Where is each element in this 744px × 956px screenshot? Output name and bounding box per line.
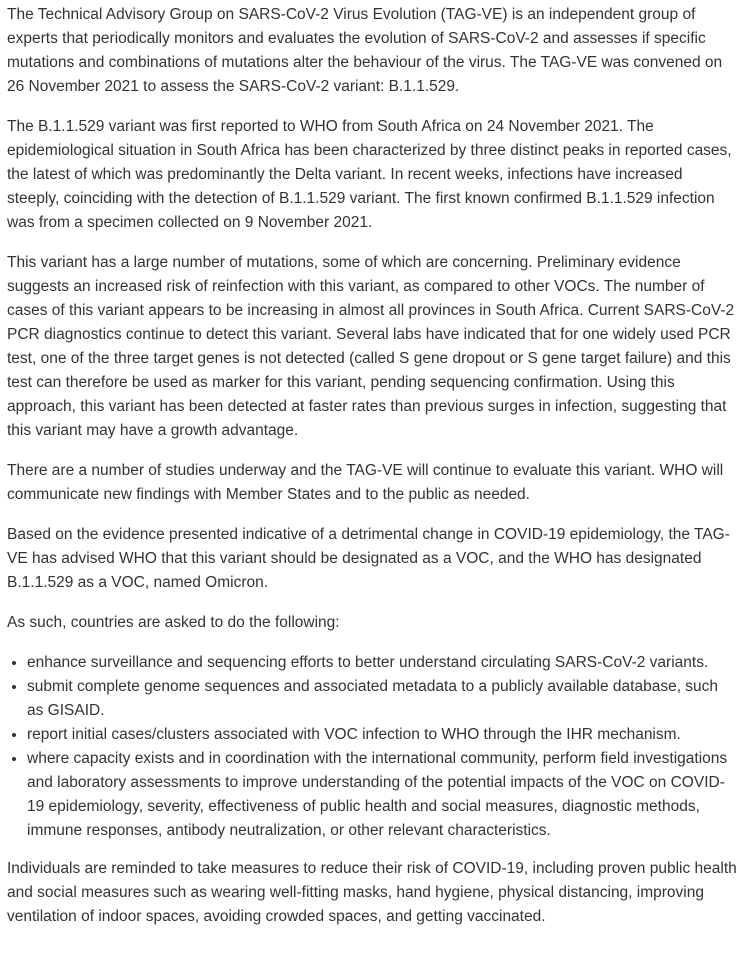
recommendations-list [7, 651, 737, 843]
list-item: • report initial cases/clusters associated with VOC infection to WHO through the IHR mechanism. [27, 723, 737, 747]
list-item: • enhance surveillance and sequencing efforts to better understand circulating SARS-CoV-2 variants. [27, 651, 737, 675]
list-item: • submit complete genome sequences and associated metadata to a publicly available database, such as GISAID. [27, 675, 737, 723]
paragraph-tag-ve-intro: The Technical Advisory Group on SARS-CoV-2 Virus Evolution (TAG-VE) is an independent group of experts that periodically monitors and evaluates the evolution of SARS-CoV-2 and assesses if specific mutations and combinations of mutations alter the behaviour of the virus. The TAG-VE was convened on 26 November 2021 to assess the SARS-CoV-2 variant: B.1.1.529. [7, 6, 723, 95]
paragraph-mutations: This variant has a large number of mutations, some of which are concerning. Preliminary evidence suggests an increased risk of reinfection with this variant, as compared to other VOCs. The number of cases of this variant appears to be increasing in almost all provinces in South Africa. Current SARS-CoV-2 PCR diagnostics continue to detect this variant. Several labs have indicated that for one widely used PCR test, one of the three target genes is not detected (called S gene dropout or S gene target failure) and this test can therefore be used as marker for this variant, pending sequencing confirmation. Using this approach, this variant has been detected at faster rates than previous surges in infection, suggesting that this variant may have a growth advantage. [7, 254, 735, 439]
paragraph-countries-asked: As such, countries are asked to do the following: [7, 614, 340, 631]
list-item: • where capacity exists and in coordination with the international community, perform field investigations and laboratory assessments to improve understanding of the potential impacts of the VOC on COVID-19 epidemiology, severity, effectiveness of public health and social measures, diagnostic methods, immune responses, antibody neutralization, or other relevant characteristics. [27, 747, 737, 843]
paragraph-individuals: Individuals are reminded to take measures to reduce their risk of COVID-19, including proven public health and social measures such as wearing well-fitting masks, hand hygiene, physical distancing, improving ventilation of indoor spaces, avoiding crowded spaces, and getting vaccinated. [7, 860, 737, 925]
paragraph-first-report: The B.1.1.529 variant was first reported to WHO from South Africa on 24 November 2021. The epidemiological situation in South Africa has been characterized by three distinct peaks in reported cases, the latest of which was predominantly the Delta variant. In recent weeks, infections have increased steeply, coinciding with the detection of B.1.1.529 variant. The first known confirmed B.1.1.529 infection was from a specimen collected on 9 November 2021. [7, 118, 732, 231]
paragraph-studies: There are a number of studies underway and the TAG-VE will continue to evaluate this variant. WHO will communicate new findings with Member States and to the public as needed. [7, 462, 724, 503]
paragraph-designation: Based on the evidence presented indicative of a detrimental change in COVID-19 epidemiology, the TAG-VE has advised WHO that this variant should be designated as a VOC, and the WHO has designated B.1.1.529 as a VOC, named Omicron. [7, 526, 730, 591]
